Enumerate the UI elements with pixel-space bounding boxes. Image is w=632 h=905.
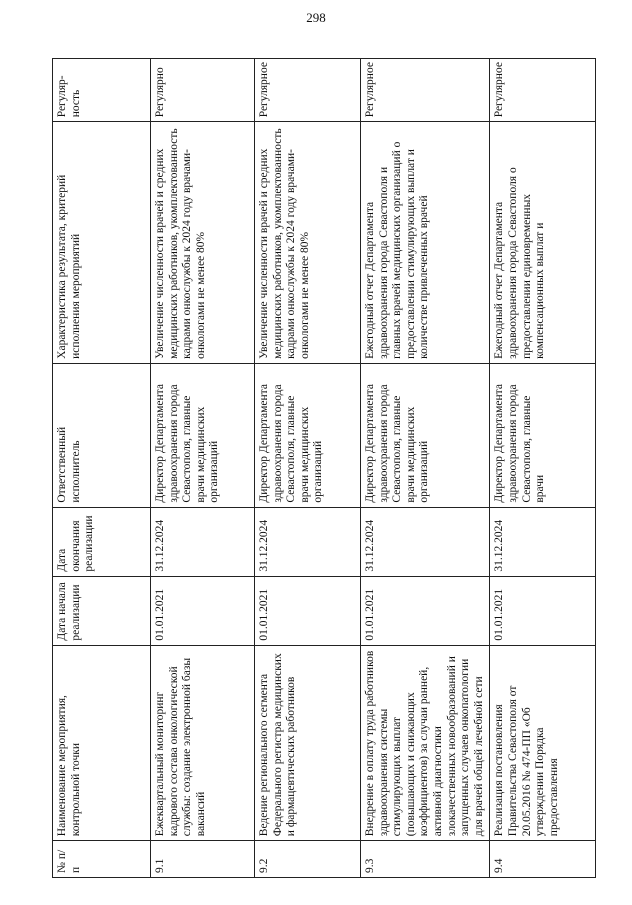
- cell-start: 01.01.2021: [151, 576, 255, 645]
- cell-name: Реализация постановления Правительства Севастополя от 20.05.2016 № 474-ПП «Об утверждении Порядка предоставления: [490, 645, 596, 841]
- cell-regularity: Регулярное: [490, 59, 596, 122]
- cell-regularity: Регулярно: [151, 59, 255, 122]
- cell-start: 01.01.2021: [490, 576, 596, 645]
- header-responsible: Ответственный исполнитель: [53, 363, 151, 507]
- cell-regularity: Регулярное: [255, 59, 361, 122]
- page-number: 298: [306, 10, 326, 25]
- cell-characteristic: Ежегодный отчет Департамента здравоохранения города Севастополя и главных врачей медицинских организаций о предоставлении стимулирующих выплат и количестве привлеченных врачей: [361, 122, 490, 364]
- cell-start: 01.01.2021: [361, 576, 490, 645]
- table-header-row: [53, 59, 151, 878]
- cell-num: 9.4: [490, 841, 596, 878]
- cell-name: Ведение регионального сегмента Федерального регистра медицинских и фармацевтических работников: [255, 645, 361, 841]
- cell-num: 9.1: [151, 841, 255, 878]
- cell-responsible: Директор Департамента здравоохранения города Севастополя, главные врачи медицинских организаций: [151, 363, 255, 507]
- header-characteristic: Характеристика результата, критерий исполнения мероприятий: [53, 122, 151, 364]
- cell-characteristic: Ежегодный отчет Департамента здравоохранения города Севастополя о предоставлении единовременных компенсационных выплат и: [490, 122, 596, 364]
- cell-end: 31.12.2024: [361, 507, 490, 576]
- cell-num: 9.3: [361, 841, 490, 878]
- cell-name: Ежеквартальный мониторинг кадрового состава онкологической службы: создание электронной базы вакансий: [151, 645, 255, 841]
- cell-start: 01.01.2021: [255, 576, 361, 645]
- cell-num: 9.2: [255, 841, 361, 878]
- cell-regularity: Регулярное: [361, 59, 490, 122]
- cell-characteristic: Увеличение численности врачей и средних медицинских работников, укомплектованность кадрами онкослужбы к 2024 году врачами-онкологами не менее 80%: [255, 122, 361, 364]
- header-start: Дата начала реализации: [53, 576, 151, 645]
- header-num: № п/п: [53, 841, 151, 878]
- cell-characteristic: Увеличение численности врачей и средних медицинских работников, укомплектованность кадрами онкослужбы к 2024 году врачами-онкологами не менее 80%: [151, 122, 255, 364]
- table-row: [151, 59, 255, 878]
- header-name: Наименование мероприятия, контрольной точки: [53, 645, 151, 841]
- cell-name: Внедрение в оплату труда работников здравоохранения системы стимулирующих выплат (повышающих и снижающих коэффициентов) за случаи ранней, активной диагностики злокачественных новообразований и запущенных случаев онкопатологии для врачей общей лечебной сети: [361, 645, 490, 841]
- header-regularity: Регуляр-ность: [53, 59, 151, 122]
- cell-end: 31.12.2024: [151, 507, 255, 576]
- cell-responsible: Директор Департамента здравоохранения города Севастополя, главные врачи: [490, 363, 596, 507]
- cell-responsible: Директор Департамента здравоохранения города Севастополя, главные врачи медицинских организаций: [255, 363, 361, 507]
- rotated-table-container: [52, 58, 572, 878]
- cell-end: 31.12.2024: [490, 507, 596, 576]
- table-row: [490, 59, 596, 878]
- table-row: [255, 59, 361, 878]
- cell-end: 31.12.2024: [255, 507, 361, 576]
- header-end: Дата окончания реализации: [53, 507, 151, 576]
- table-row: [361, 59, 490, 878]
- cell-responsible: Директор Департамента здравоохранения города Севастополя, главные врачи медицинских организаций: [361, 363, 490, 507]
- measures-table: [52, 58, 596, 878]
